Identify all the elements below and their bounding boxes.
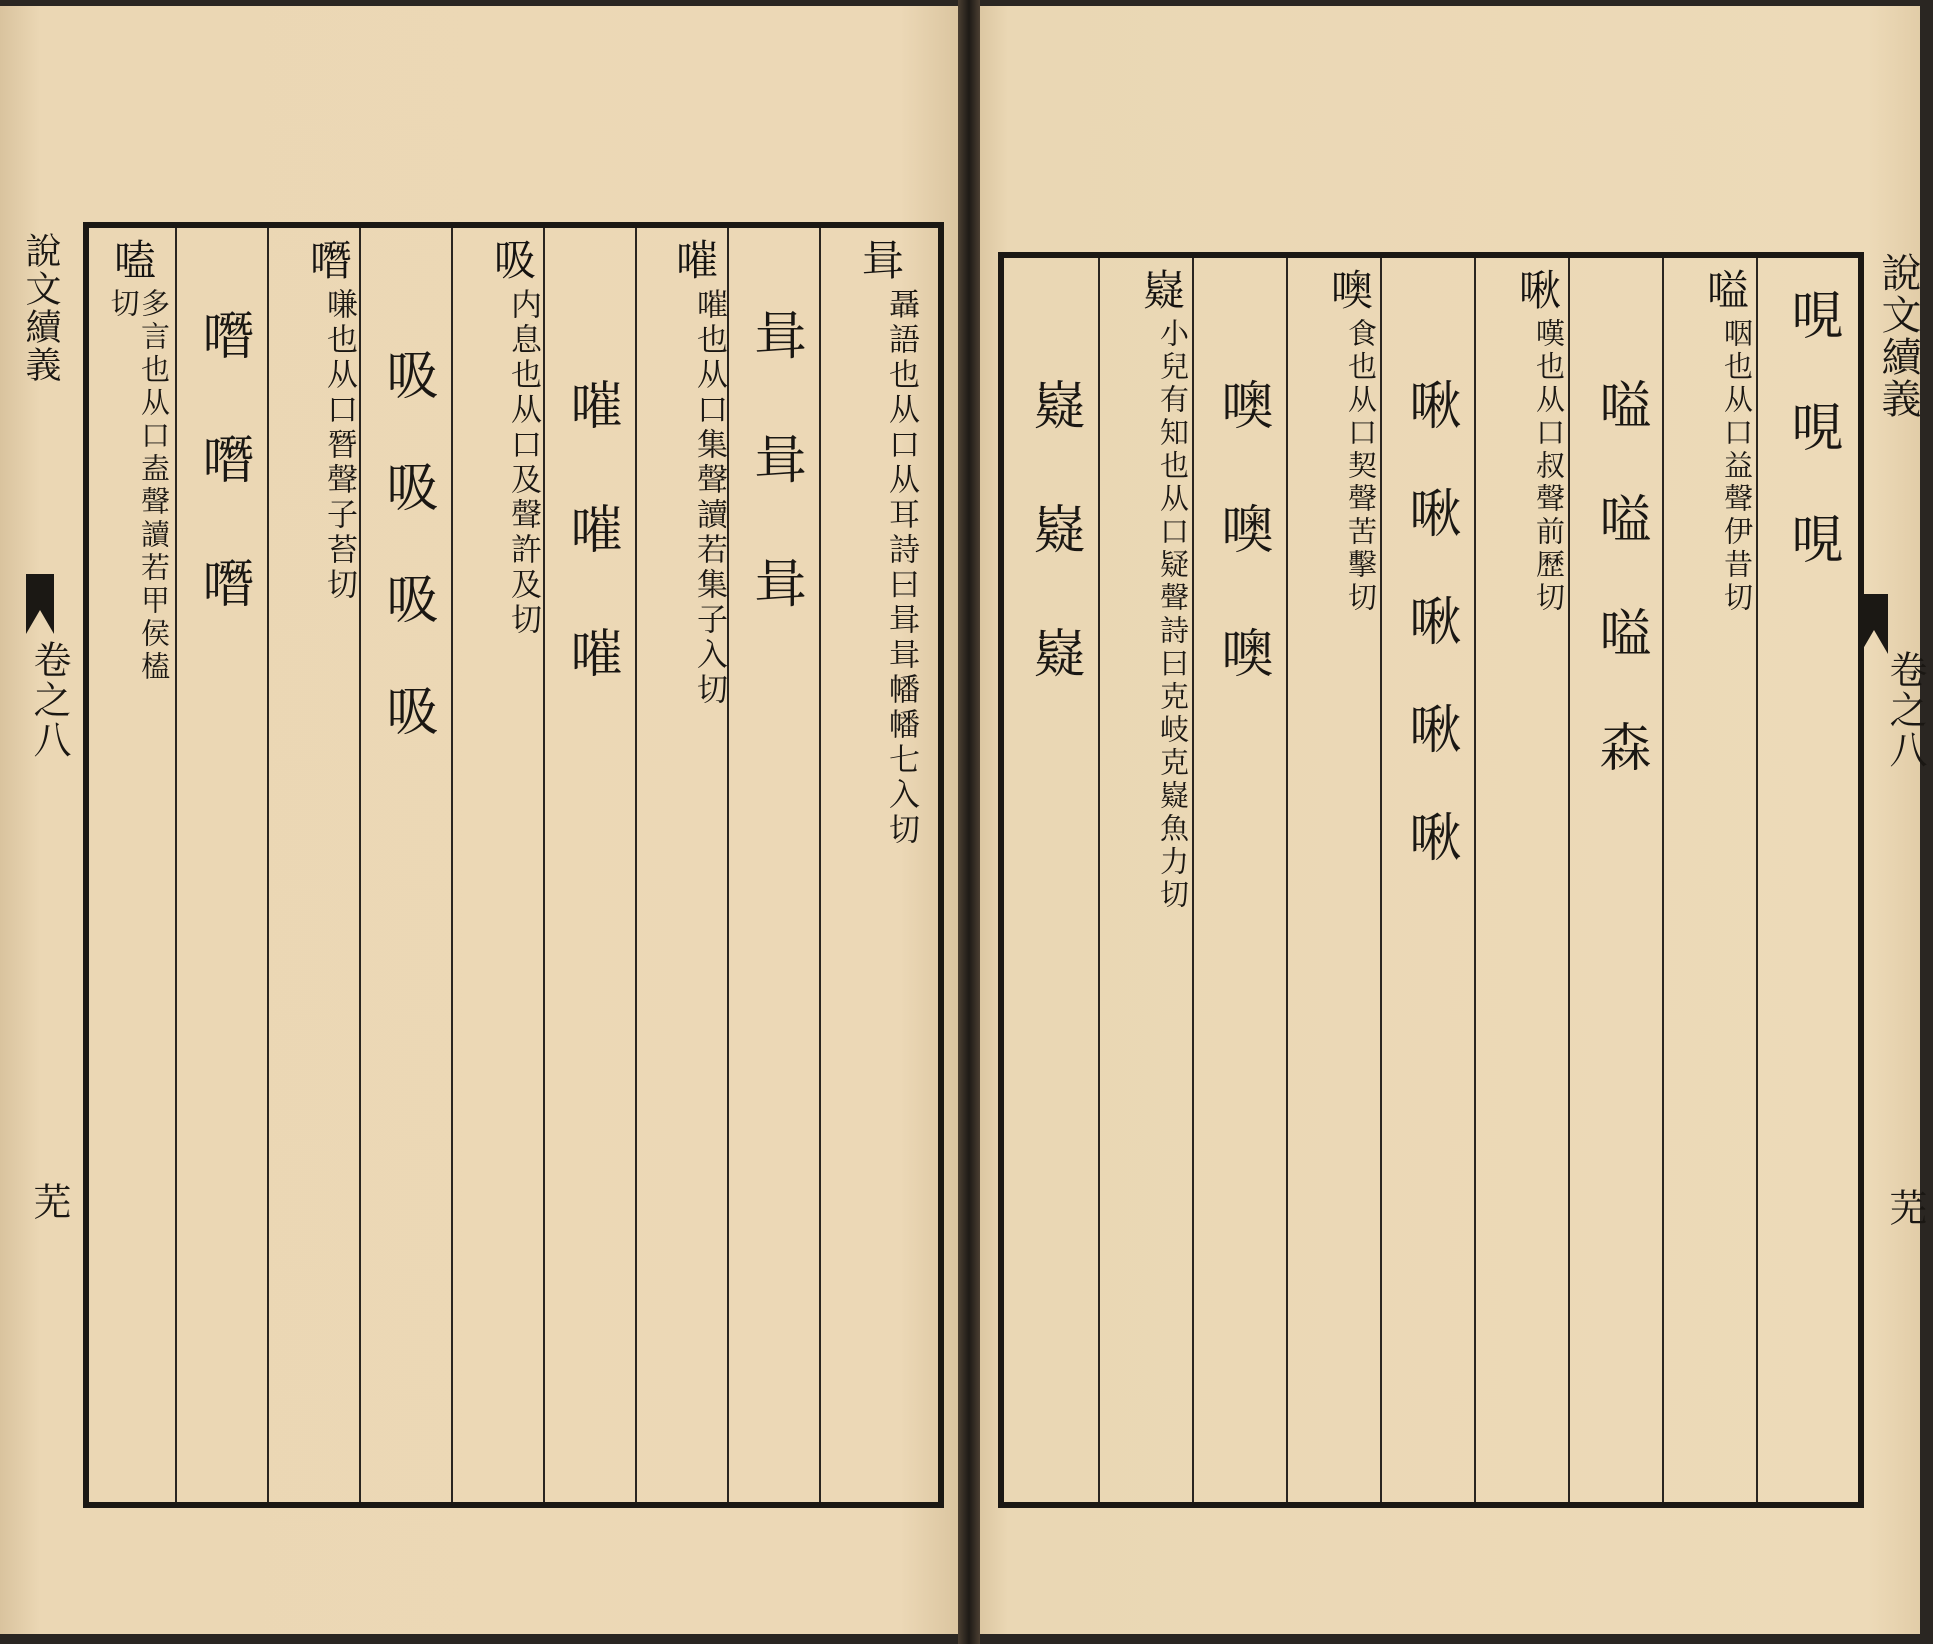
entry-gloss: 嗺也从口集聲讀若集子入切 <box>691 288 727 708</box>
left-frame <box>83 222 944 1508</box>
seal-script-forms: 嗌嗌嗌森 <box>1590 378 1650 834</box>
right-margin-title: 說文續義 <box>1875 252 1921 420</box>
left-volume-label: 卷之八 <box>27 640 71 760</box>
entry-headword: 啾 <box>1513 268 1562 310</box>
seal-script-forms: 咠咠咠 <box>745 308 805 680</box>
seal-script-forms: 噢噢噢 <box>1212 378 1272 750</box>
entry-gloss: 聶語也从口从耳詩曰咠咠幡幡七入切 <box>883 288 919 848</box>
entry-gloss: 食也从口契聲苦擊切 <box>1344 318 1378 615</box>
entry-headword: 噢 <box>1325 268 1374 310</box>
entry-headword: 嗑 <box>108 238 157 280</box>
right-folio-number: 芜 <box>1883 1188 1927 1226</box>
entry-headword: 嗺 <box>670 238 719 280</box>
book-spine <box>958 0 980 1644</box>
left-folio-number: 芜 <box>27 1182 71 1220</box>
entry-gloss: 内息也从口及聲許及切 <box>505 288 541 638</box>
seal-script-forms: 嶷嶷嶷 <box>1024 378 1084 750</box>
seal-script-forms: 哯哯哯 <box>1782 288 1842 624</box>
entry-headword: 吸 <box>488 238 537 280</box>
entry-headword: 嶷 <box>1137 268 1186 310</box>
seal-script-forms: 嗺嗺嗺 <box>561 378 621 750</box>
right-frame <box>998 252 1864 1508</box>
entry-gloss: 咽也从口益聲伊昔切 <box>1720 318 1754 615</box>
entry-headword: 嗌 <box>1701 268 1750 310</box>
entry-headword: 噆 <box>304 238 353 280</box>
right-volume-label: 卷之八 <box>1883 650 1927 770</box>
entry-gloss: 多言也从口盍聲讀若甲侯榼切 <box>106 288 171 684</box>
entry-gloss: 小兒有知也从口疑聲詩曰克岐克嶷魚力切 <box>1156 318 1190 912</box>
entry-gloss: 嗛也从口朁聲子苔切 <box>321 288 357 603</box>
entry-headword: 咠 <box>856 238 905 280</box>
entry-gloss: 嘆也从口叔聲前歷切 <box>1532 318 1566 615</box>
seal-script-forms: 噆噆噆 <box>193 308 253 680</box>
seal-script-forms: 啾啾啾啾啾 <box>1400 378 1460 918</box>
seal-script-forms: 吸吸吸吸 <box>377 348 437 796</box>
left-margin-title: 說文續義 <box>20 232 61 384</box>
